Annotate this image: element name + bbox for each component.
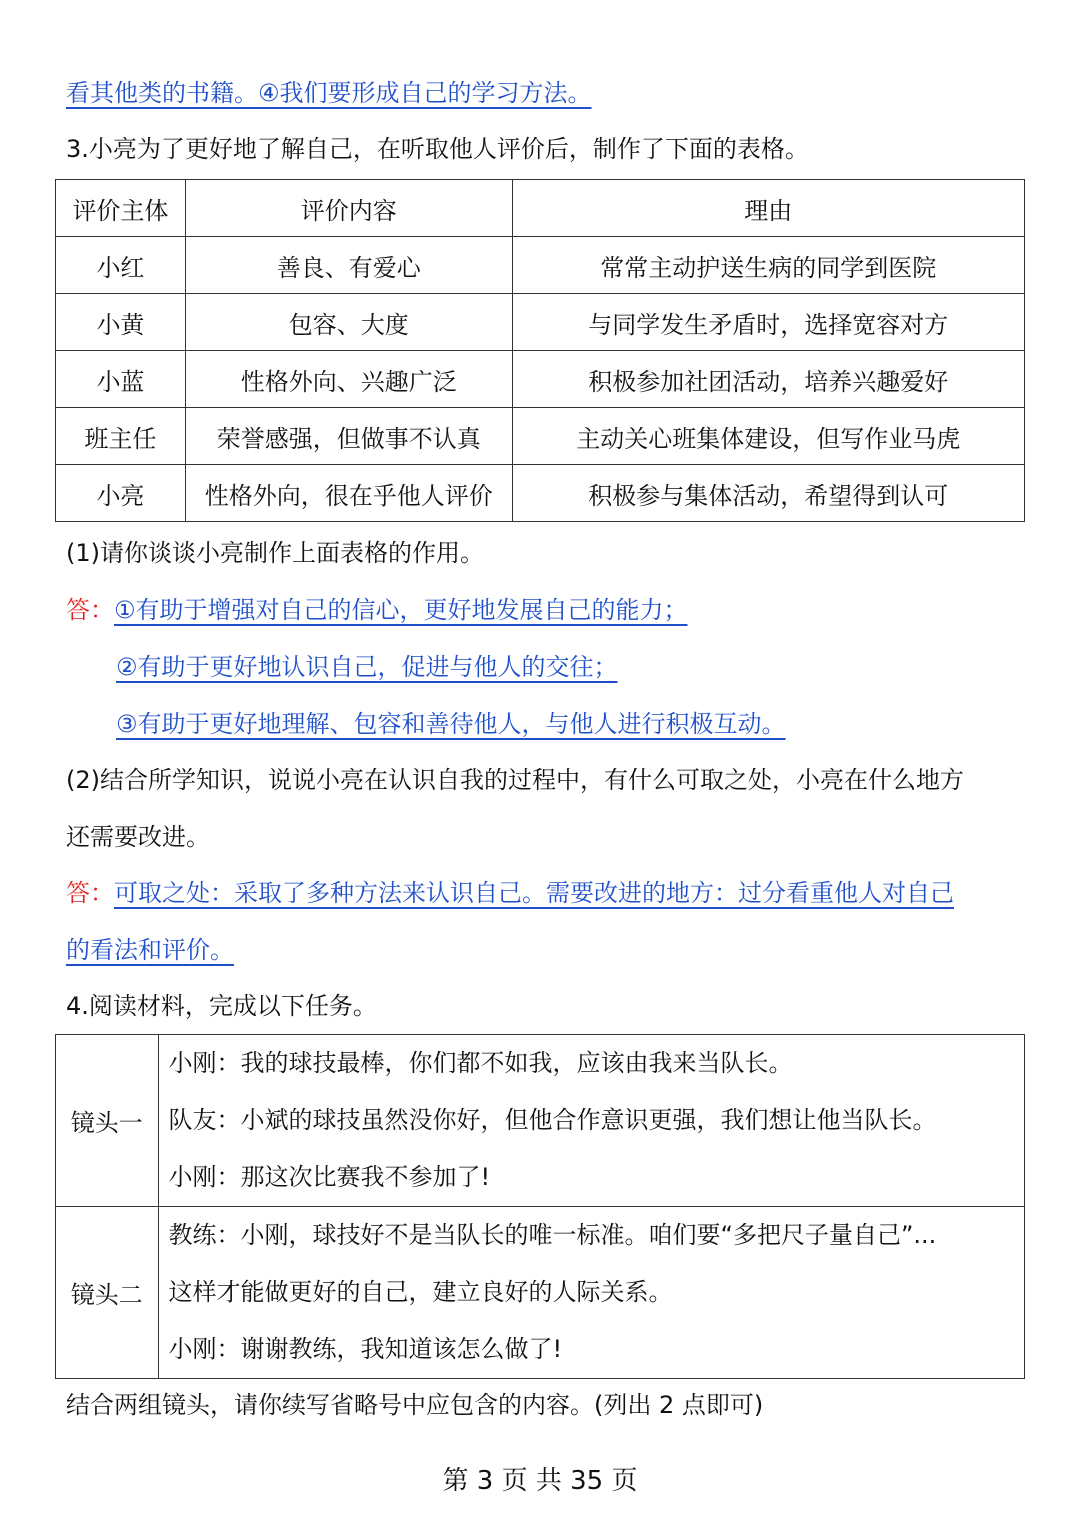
q3-sub1-answer-3 [116,707,786,741]
table-cell: 小亮 [56,465,186,522]
table-cell: 主动关心班集体建设，但写作业马虎 [512,408,1024,465]
table-cell: 荣誉感强，但做事不认真 [185,408,512,465]
table-header-cell: 评价内容 [185,180,512,237]
table-row [56,351,1025,408]
answer-continuation: 看其他类的书籍。④我们要形成自己的学习方法。 [66,79,592,107]
table-row [56,237,1025,294]
scene-label: 镜头二 [56,1207,159,1379]
dialogue-line: 小刚：那这次比赛我不参加了! [168,1163,491,1191]
answer-text: ①有助于增强对自己的信心，更好地发展自己的能力； [114,596,688,624]
answer-label: 答： [66,596,114,624]
table-row [56,465,1025,522]
table-cell: 小蓝 [56,351,186,408]
dialogue-line: 这样才能做更好的自己，建立良好的人际关系。 [168,1278,673,1306]
table-cell: 小红 [56,237,186,294]
table-cell: 班主任 [56,408,186,465]
scene-content [158,1207,1024,1379]
q3-sub1-answer-1 [66,593,688,627]
table-row [56,408,1025,465]
table-row [56,294,1025,351]
table-header-cell: 评价主体 [56,180,186,237]
page-footer: 第 3 页 共 35 页 [442,1466,638,1496]
dialogue-line: 小刚：我的球技最棒，你们都不如我，应该由我来当队长。 [168,1049,793,1077]
q4-task: 结合两组镜头，请你续写省略号中应包含的内容。(列出 2 点即可) [66,1391,764,1419]
answer-text: ②有助于更好地认识自己，促进与他人的交往； [116,653,618,681]
table-cell: 包容、大度 [185,294,512,351]
q3-stem: 3.小亮为了更好地了解自己，在听取他人评价后，制作了下面的表格。 [66,135,809,163]
answer-text: 可取之处：采取了多种方法来认识自己。需要改进的地方：过分看重他人对自己 [114,879,954,907]
table-cell: 与同学发生矛盾时，选择宽容对方 [512,294,1024,351]
q3-sub1-answer-2 [116,650,618,684]
dialogue-line: 队友：小斌的球技虽然没你好，但他合作意识更强，我们想让他当队长。 [168,1106,937,1134]
scene-table [55,1034,1025,1379]
table-cell: 善良、有爱心 [185,237,512,294]
q3-sub2-question-line2: 还需要改进。 [66,823,210,851]
q3-sub1-question: (1)请你谈谈小亮制作上面表格的作用。 [66,539,484,567]
answer-label: 答： [66,879,114,907]
scene-content [158,1035,1024,1207]
answer-text: 的看法和评价。 [66,936,234,964]
table-cell: 性格外向，很在乎他人评价 [185,465,512,522]
table-cell: 积极参与集体活动，希望得到认可 [512,465,1024,522]
table-cell: 常常主动护送生病的同学到医院 [512,237,1024,294]
table-cell: 积极参加社团活动，培养兴趣爱好 [512,351,1024,408]
table-header-cell: 理由 [512,180,1024,237]
dialogue-line: 小刚：谢谢教练，我知道该怎么做了! [168,1335,563,1363]
q3-sub2-answer-line1 [66,876,954,910]
q3-sub2-question-line1: (2)结合所学知识，说说小亮在认识自我的过程中，有什么可取之处，小亮在什么地方 [66,766,964,794]
table-cell: 性格外向、兴趣广泛 [185,351,512,408]
q4-stem: 4.阅读材料，完成以下任务。 [66,992,377,1020]
dialogue-line: 教练：小刚，球技好不是当队长的唯一标准。咱们要“多把尺子量自己”... [168,1221,937,1249]
q3-sub2-answer-line2 [66,933,234,967]
answer-text: ③有助于更好地理解、包容和善待他人，与他人进行积极互动。 [116,710,786,738]
scene-row [56,1035,1025,1207]
table-header-row [56,180,1025,237]
evaluation-table [55,179,1025,522]
scene-label: 镜头一 [56,1035,159,1207]
scene-row [56,1207,1025,1379]
table-cell: 小黄 [56,294,186,351]
